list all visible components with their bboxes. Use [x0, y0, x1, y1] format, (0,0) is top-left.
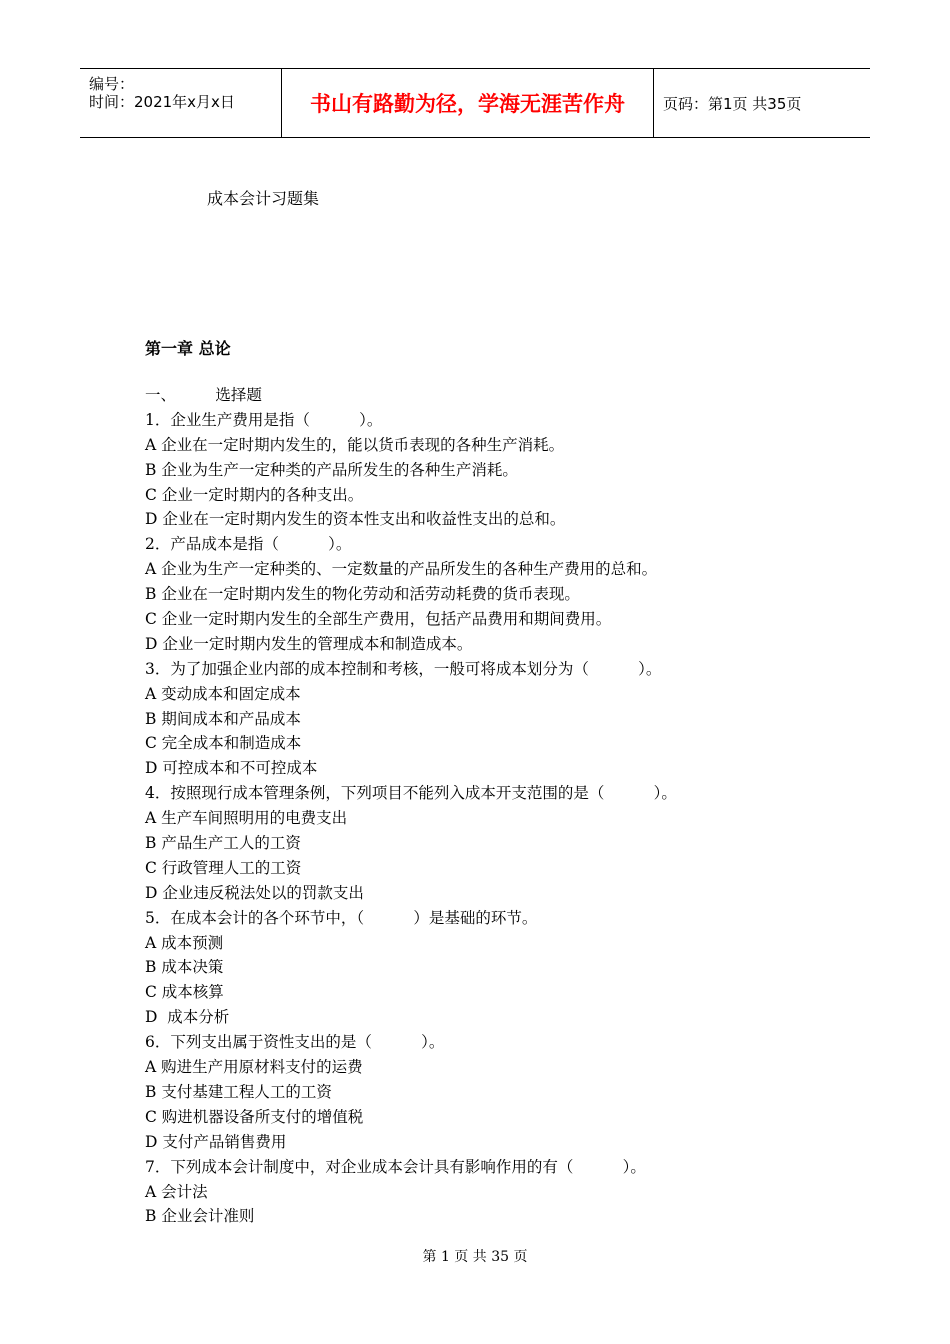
text-line: D 企业一定时期内发生的管理成本和制造成本。 [145, 634, 473, 653]
header-meta-cell [80, 69, 282, 137]
text-line: B 期间成本和产品成本 [145, 709, 301, 728]
header-page-info: 页码：第1页 共35页 [663, 95, 802, 113]
text-line: A 购进生产用原材料支付的运费 [145, 1058, 363, 1077]
number-label: 编号： [89, 75, 135, 93]
text-line: C 购进机器设备所支付的增值税 [145, 1107, 364, 1126]
header-motto: 书山有路勤为径，学海无涯苦作舟 [282, 69, 654, 137]
text-line: 一、 选择题 [145, 386, 262, 404]
text-line: 4．按照现行成本管理条例，下列项目不能列入成本开支范围的是（ ）。 [145, 784, 677, 803]
text-line: 1．企业生产费用是指（ ）。 [145, 410, 383, 429]
question-list [145, 383, 865, 1229]
page-footer: 第 1 页 共 35 页 [422, 1249, 528, 1265]
text-line: A 生产车间照明用的电费支出 [145, 809, 348, 828]
text-line: 2．产品成本是指（ ）。 [145, 535, 352, 554]
document-title: 成本会计习题集 [207, 189, 320, 208]
time-label: 时间：2021年x月x日 [89, 93, 235, 111]
text-line: D 企业违反税法处以的罚款支出 [145, 883, 364, 902]
text-line: C 成本核算 [145, 983, 224, 1002]
text-line: 6．下列支出属于资性支出的是（ ）。 [145, 1033, 445, 1052]
text-line: D 支付产品销售费用 [145, 1132, 287, 1151]
text-line: C 企业一定时期内的各种支出。 [145, 485, 364, 504]
text-line: 7．下列成本会计制度中，对企业成本会计具有影响作用的有（ ）。 [145, 1157, 646, 1176]
text-line: A 成本预测 [145, 933, 224, 952]
text-line: A 会计法 [145, 1182, 208, 1201]
text-line: 3．为了加强企业内部的成本控制和考核，一般可将成本划分为（ ）。 [145, 659, 662, 678]
text-line: C 行政管理人工的工资 [145, 858, 302, 877]
text-line: A 企业在一定时期内发生的，能以货币表现的各种生产消耗。 [145, 435, 565, 454]
text-line: C 企业一定时期内发生的全部生产费用，包括产品费用和期间费用。 [145, 610, 612, 629]
text-line: D 企业在一定时期内发生的资本性支出和收益性支出的总和。 [145, 510, 566, 529]
text-line: D 成本分析 [145, 1008, 230, 1027]
text-line: C 完全成本和制造成本 [145, 734, 302, 753]
text-line: B 支付基建工程人工的工资 [145, 1082, 332, 1101]
text-line: B 企业在一定时期内发生的物化劳动和活劳动耗费的货币表现。 [145, 585, 580, 604]
text-line: A 企业为生产一定种类的、一定数量的产品所发生的各种生产费用的总和。 [145, 560, 658, 579]
chapter-title: 第一章 总论 [145, 339, 231, 358]
text-line: B 产品生产工人的工资 [145, 834, 301, 853]
text-line: 5．在成本会计的各个环节中，（ ）是基础的环节。 [145, 908, 538, 927]
page-header [80, 68, 870, 138]
text-line: A 变动成本和固定成本 [145, 684, 301, 703]
text-line: D 可控成本和不可控成本 [145, 759, 318, 778]
text-line: B 成本决策 [145, 958, 224, 977]
text-line: B 企业会计准则 [145, 1207, 255, 1226]
text-line: B 企业为生产一定种类的产品所发生的各种生产消耗。 [145, 460, 518, 479]
